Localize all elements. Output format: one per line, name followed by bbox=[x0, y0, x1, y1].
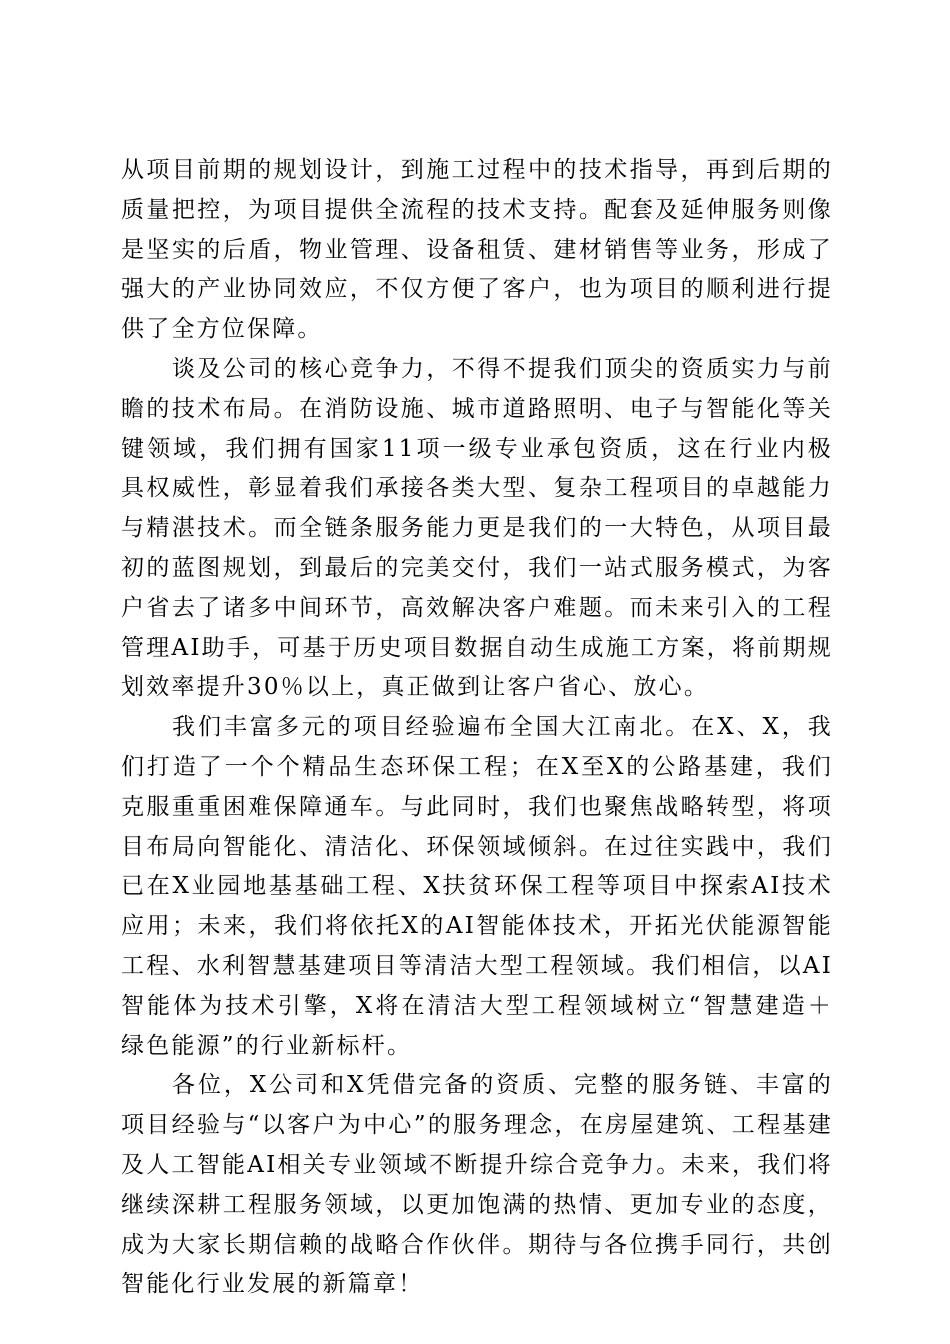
paragraph-1: 从项目前期的规划设计，到施工过程中的技术指导，再到后期的质量把控，为项目提供全流程的技术支持。配套及延伸服务则像是坚实的后盾，物业管理、设备租赁、建材销售等业务，形成了强大的产业协同效应，不仅方便了客户，也为项目的顺利进行提供了全方位保障。 bbox=[121, 157, 833, 343]
paragraph-3: 我们丰富多元的项目经验遍布全国大江南北。在X、X，我们打造了一个个精品生态环保工程；在X至X的公路基建，我们克服重重困难保障通车。与此同时，我们也聚焦战略转型，将项目布局向智能化、清洁化、环保领域倾斜。在过往实践中，我们已在X业园地基基础工程、X扶贫环保工程等项目中探索AI技术应用；未来，我们将依托X的AI智能体技术，开拓光伏能源智能工程、水利智慧基建项目等清洁大型工程领域。我们相信，以AI智能体为技术引擎，X将在清洁大型工程领域树立“智慧建造＋绿色能源”的行业新标杆。 bbox=[121, 714, 833, 1059]
paragraph-2: 谈及公司的核心竞争力，不得不提我们顶尖的资质实力与前瞻的技术布局。在消防设施、城市道路照明、电子与智能化等关键领域，我们拥有国家11项一级专业承包资质，这在行业内极具权威性，彰显着我们承接各类大型、复杂工程项目的卓越能力与精湛技术。而全链条服务能力更是我们的一大特色，从项目最初的蓝图规划，到最后的完美交付，我们一站式服务模式，为客户省去了诸多中间环节，高效解决客户难题。而未来引入的工程管理AI助手，可基于历史项目数据自动生成施工方案，将前期规划效率提升30％以上，真正做到让客户省心、放心。 bbox=[121, 355, 833, 701]
paragraph-4: 各位，X公司和X凭借完备的资质、完整的服务链、丰富的项目经验与“以客户为中心”的服务理念，在房屋建筑、工程基建及人工智能AI相关专业领域不断提升综合竞争力。未来，我们将继续深耕工程服务领域，以更加饱满的热情、更加专业的态度，成为大家长期信赖的战略合作伙伴。期待与各位携手同行，共创智能化行业发展的新篇章！ bbox=[121, 1072, 833, 1298]
document-body bbox=[121, 151, 833, 1305]
